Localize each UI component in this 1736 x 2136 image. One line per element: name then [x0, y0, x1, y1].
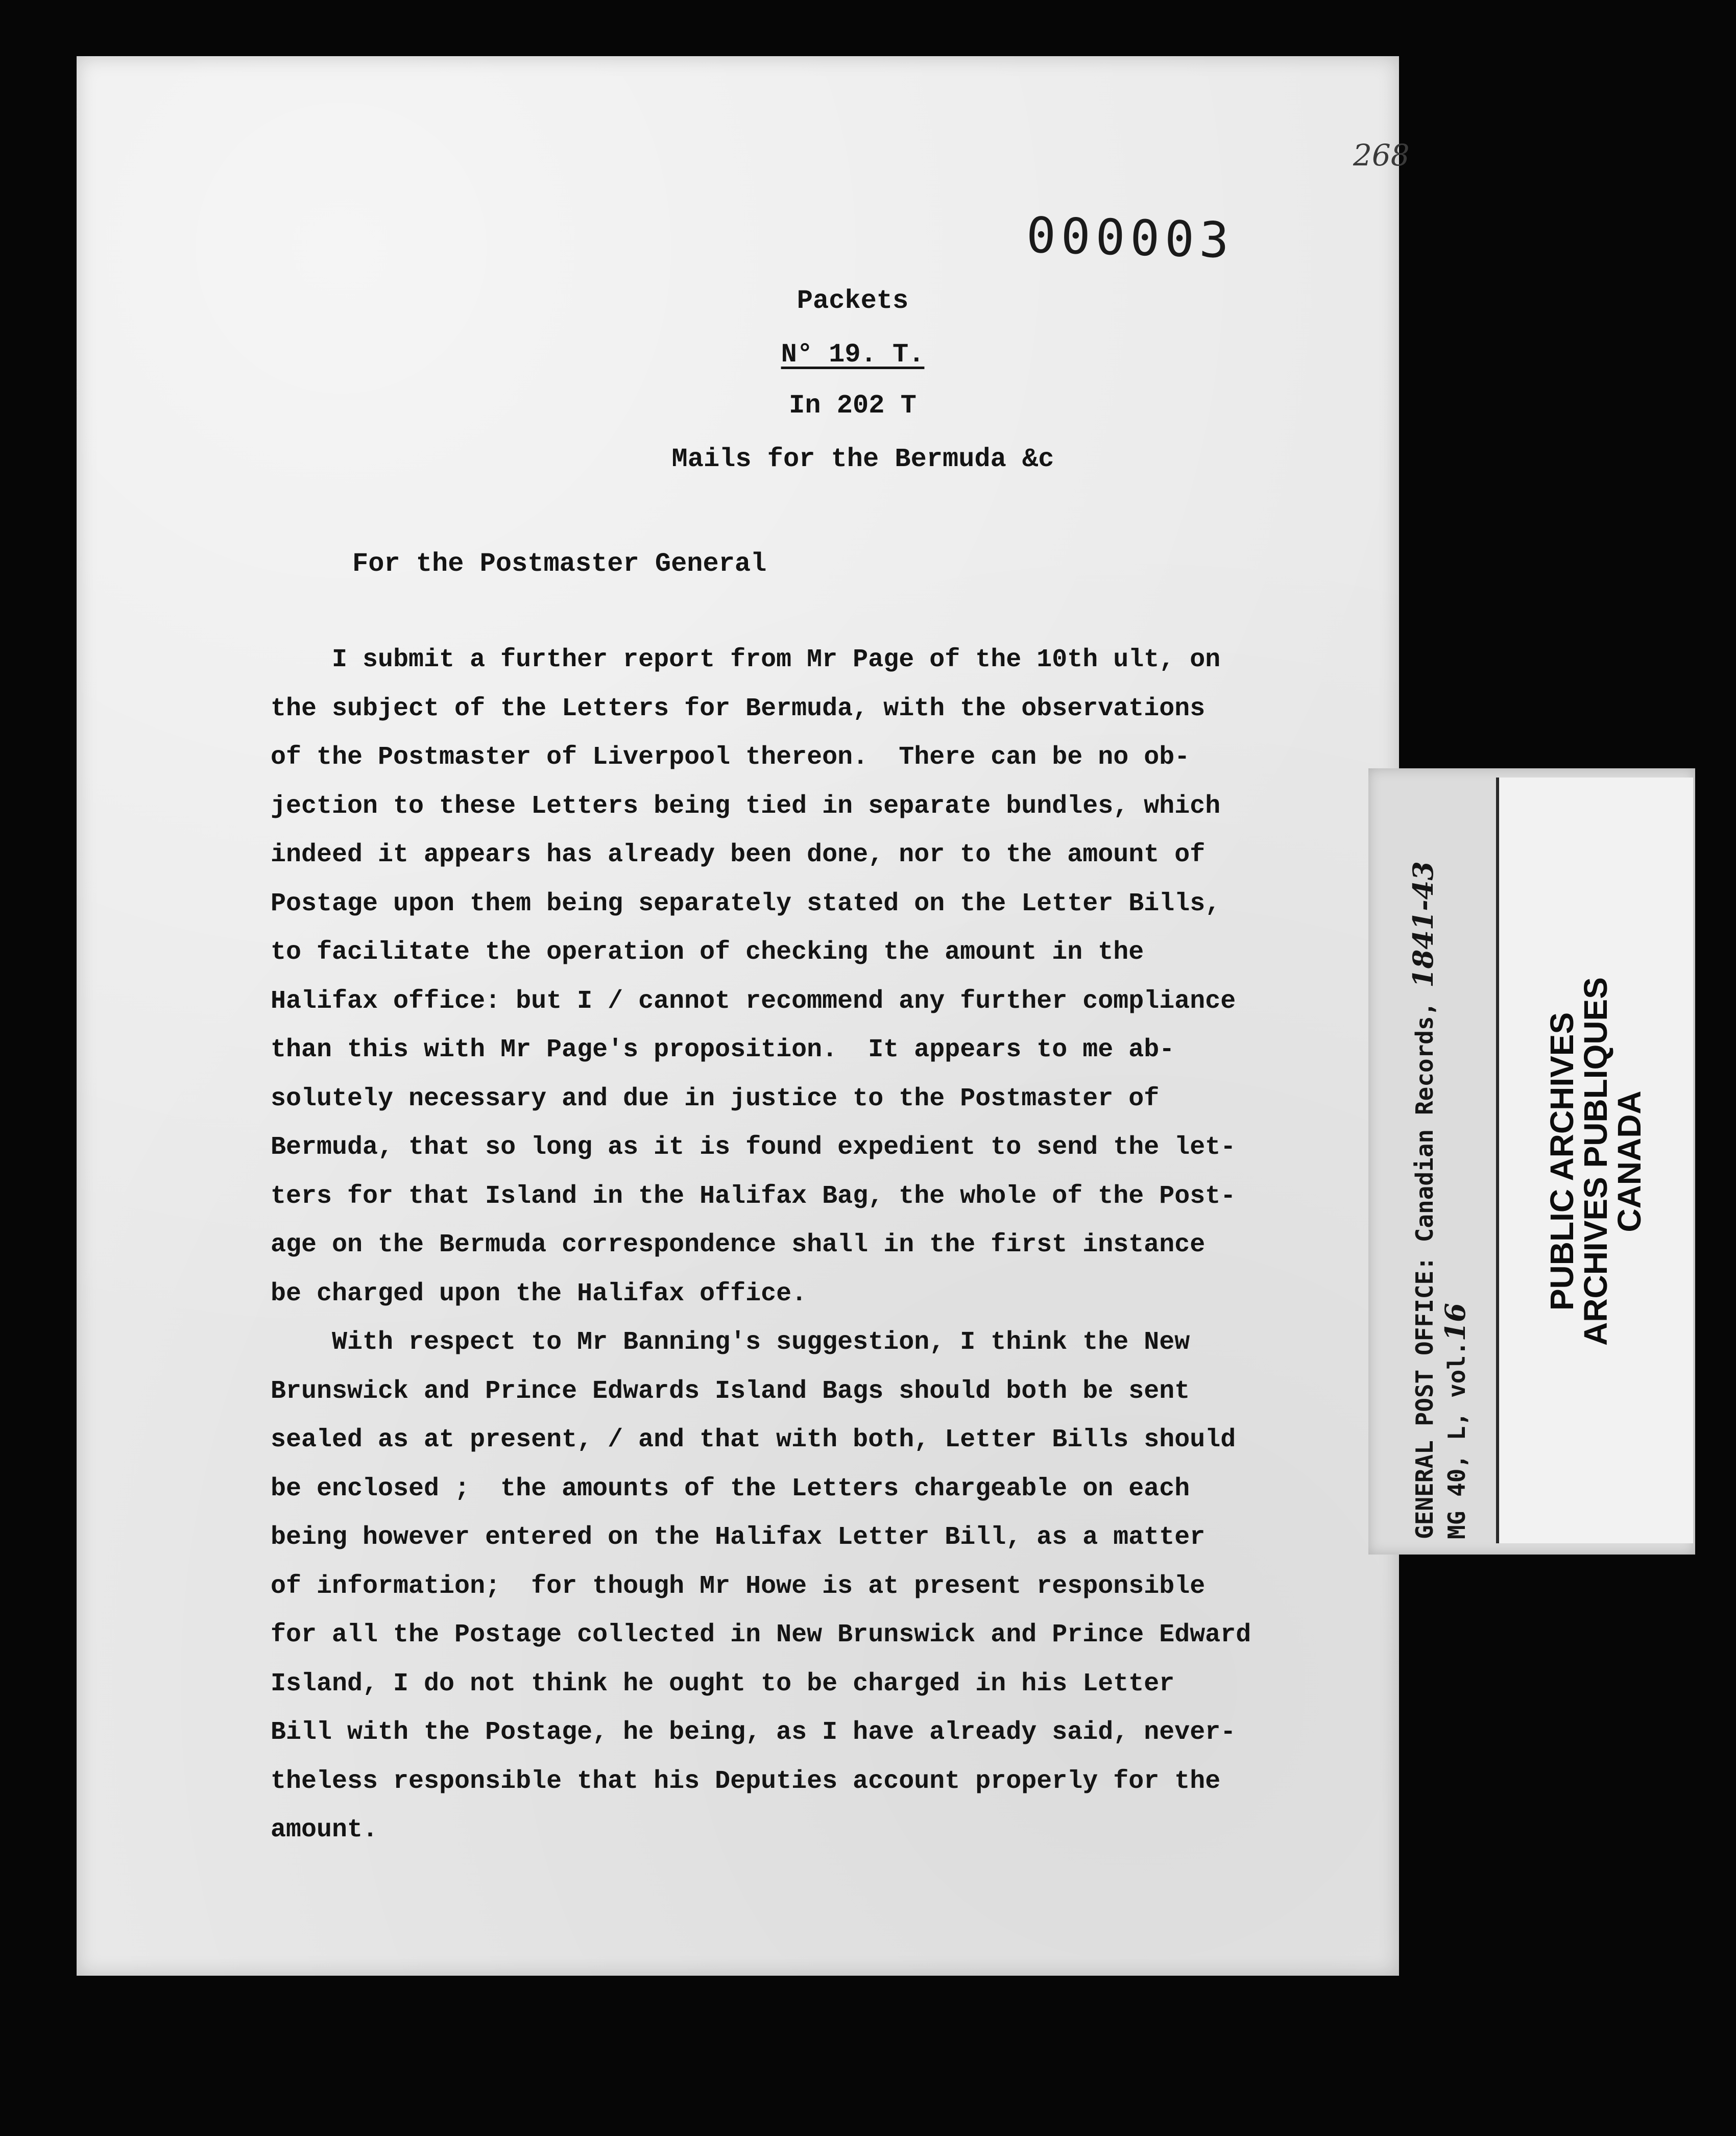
body-line: sealed as at present, / and that with both, Letter Bills should — [271, 1425, 1236, 1454]
archive-reference — [1408, 784, 1472, 1539]
body-line: theless responsible that his Deputies account properly for the — [271, 1766, 1221, 1796]
body-line: solutely necessary and due in justice to the Postmaster of — [271, 1084, 1160, 1113]
archive-reference-line2 — [1440, 784, 1472, 1539]
heading-reference: In 202 T — [789, 391, 917, 421]
body-line: than this with Mr Page's proposition. It appears to me ab- — [271, 1035, 1175, 1064]
archive-volume-number: 16 — [1439, 1303, 1472, 1342]
body-line: Postage upon them being separately stated on the Letter Bills, — [271, 889, 1221, 918]
body-line: Halifax office: but I / cannot recommend any further compliance — [271, 986, 1236, 1016]
body-line: be charged upon the Halifax office. — [271, 1279, 807, 1308]
letter-body — [271, 636, 1343, 1855]
body-line: Island, I do not think he ought to be charged in his Letter — [271, 1669, 1175, 1698]
body-line: Bermuda, that so long as it is found expedient to send the let- — [271, 1133, 1236, 1162]
body-line: the subject of the Letters for Bermuda, with the observations — [271, 694, 1205, 723]
body-line: Brunswick and Prince Edwards Island Bags should both be sent — [271, 1376, 1190, 1406]
body-line: With respect to Mr Banning's suggestion, I think the New — [271, 1328, 1190, 1357]
archive-date-range: 1841-43 — [1407, 861, 1439, 988]
body-line: indeed it appears has already been done, nor to the amount of — [271, 840, 1205, 869]
heading-subject: Mails for the Bermuda &c — [671, 444, 1054, 474]
archive-title-fr: ARCHIVES PUBLIQUES — [1577, 977, 1614, 1346]
archive-title — [1545, 784, 1646, 1539]
archive-record-group: GENERAL POST OFFICE: Canadian Records, — [1411, 987, 1438, 1539]
archive-title-country: CANADA — [1611, 1090, 1648, 1232]
archive-title-en: PUBLIC ARCHIVES — [1544, 1012, 1580, 1311]
body-line: I submit a further report from Mr Page of the 10th ult, on — [271, 645, 1221, 674]
archive-label — [1368, 768, 1695, 1555]
body-line: ters for that Island in the Halifax Bag, the whole of the Post- — [271, 1181, 1236, 1211]
folio-number: 268 — [1353, 138, 1410, 173]
archive-volume-prefix: MG 40, L, vol. — [1443, 1341, 1470, 1539]
body-line: jection to these Letters being tied in separate bundles, which — [271, 791, 1221, 821]
heading-number: N° 19. T. — [781, 339, 925, 370]
body-line: of information; for though Mr Howe is at present responsible — [271, 1571, 1205, 1601]
body-line: to facilitate the operation of checking the amount in the — [271, 938, 1144, 967]
stamp-number: 000003 — [1025, 206, 1235, 270]
body-line: for all the Postage collected in New Brunswick and Prince Edward — [271, 1620, 1251, 1649]
salutation: For the Postmaster General — [352, 549, 767, 579]
body-line: being however entered on the Halifax Letter Bill, as a matter — [271, 1523, 1205, 1552]
body-line: of the Postmaster of Liverpool thereon. There can be no ob- — [271, 743, 1190, 772]
heading-packets: Packets — [797, 286, 909, 316]
body-line: Bill with the Postage, he being, as I have already said, never- — [271, 1718, 1236, 1747]
archive-reference-line1 — [1408, 784, 1440, 1539]
body-line: be enclosed ; the amounts of the Letters chargeable on each — [271, 1474, 1190, 1503]
body-line: amount. — [271, 1815, 378, 1844]
body-line: age on the Bermuda correspondence shall in the first instance — [271, 1230, 1205, 1259]
